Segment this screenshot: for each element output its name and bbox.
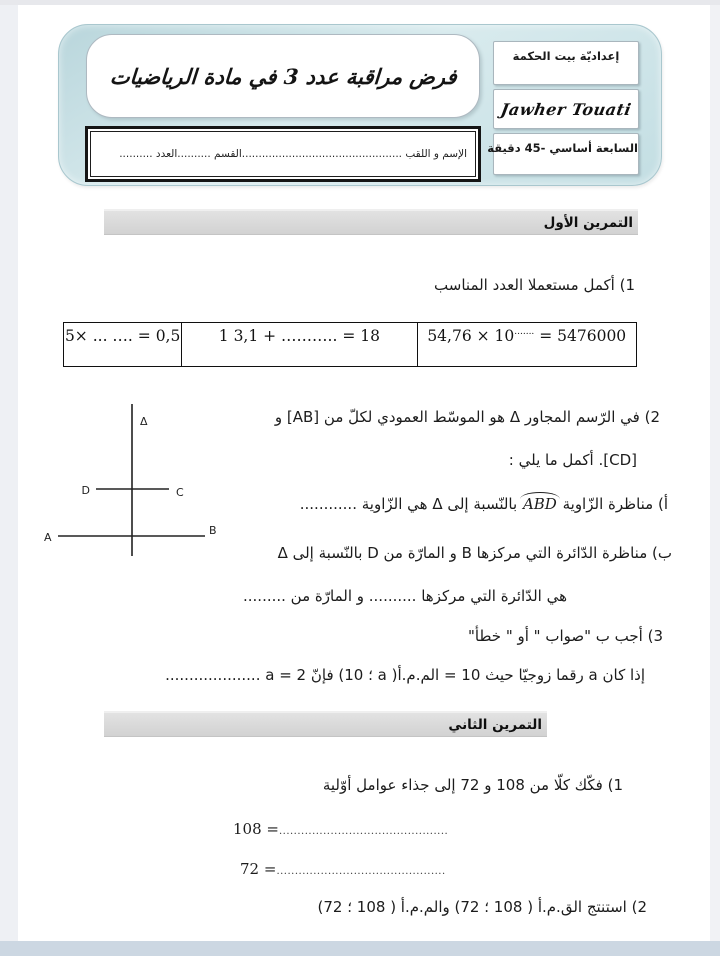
ex1-question1: 1) أكمل مستعملا العدد المناسب (434, 276, 635, 294)
q2a-prefix: أ) مناظرة الزّاوية (557, 495, 668, 513)
ex1-fill-table (63, 322, 637, 367)
grade-duration: السابعة أساسي -45 دقيقة (487, 141, 638, 155)
ex1-question3-statement: إذا كان a رقما زوجيّا حيث 10 = الم.م.أ( a ؛ 10) فإنّ a = 2 .................... (165, 666, 645, 684)
page-right-margin (710, 0, 720, 956)
ex1-question2-line2 (509, 451, 637, 469)
ex1-question2-line2-rest: . أكمل ما يلي : (508, 451, 604, 469)
school-name-box (493, 41, 639, 85)
label-d: D (81, 484, 90, 497)
exam-header (58, 24, 662, 186)
factor-108-blank: .............................................. (278, 826, 449, 837)
factorization-108-line (233, 820, 448, 838)
ex1-question2-line1: 2) في الرّسم المجاور Δ هو الموسّط العمودي لكلّ من [AB] و (274, 408, 660, 426)
table-cell-power-of-ten (418, 323, 637, 366)
factor-72-label: 72 = (240, 860, 277, 878)
ex2-question1: 1) فكّك كلّا من 108 و 72 إلى جذاء عوامل أوّلية (322, 776, 623, 794)
ex1-question3-line1: 3) أجب ب "صواب " أو " خطأ" (468, 627, 663, 645)
teacher-signature: Jawher Touati (499, 99, 633, 119)
exam-title: فرض مراقبة عدد 3 في مادة الرياضيات (108, 63, 458, 89)
factorization-72-line (240, 860, 446, 878)
perpendicular-bisector-figure (40, 398, 240, 570)
ex1-question2b-line2: هي الدّائرة التي مركزها .......... و المارّة من ......... (243, 587, 567, 605)
exercise2-header-bar: التمرين الثاني (104, 711, 547, 737)
label-b: B (209, 524, 217, 537)
factor-72-blank: .............................................. (276, 866, 446, 877)
student-info-line: الإسم و اللقب ................................................القسم ..........العدد .......... (119, 148, 467, 160)
cell1-exponent-blank: ....... (514, 327, 535, 337)
label-delta: Δ (140, 415, 148, 428)
page-left-margin (0, 0, 18, 956)
table-cell-multiplication: 5× ... …. = 0,5 (64, 327, 181, 345)
angle-abd-with-hat: ABD (522, 495, 557, 513)
ex2-question2: 2) استنتج الق.م.أ ( 108 ؛ 72) والم.م.أ ( 108 ؛ 72) (317, 898, 647, 916)
exercise1-header-bar: التمرين الأول (104, 209, 638, 235)
student-info-box (90, 131, 476, 177)
page-top-edge (0, 0, 720, 5)
ex1-question2b-line1: ب) مناظرة الدّائرة التي مركزها B و المارّة من D بالنّسبة إلى Δ (277, 544, 672, 562)
cell1-result: = 5476000 (534, 327, 627, 345)
school-name: إعداديّة بيت الحكمة (512, 49, 620, 63)
page-bottom-band (0, 941, 720, 956)
exam-title-box (86, 34, 480, 118)
factor-108-label: 108 = (233, 820, 279, 838)
teacher-signature-box (493, 89, 639, 129)
segment-cd-bracket: [CD] (603, 451, 637, 469)
grade-duration-box (487, 133, 639, 175)
table-cell-addition: 1 3,1 + ……….. = 18 (181, 323, 417, 366)
cell1-base: 54,76 × 10 (427, 327, 515, 345)
label-c: C (176, 486, 184, 499)
label-a: A (44, 531, 52, 544)
q2a-suffix: بالنّسبة إلى Δ هي الزّاوية ............ (299, 495, 522, 513)
ex1-question2a (300, 495, 668, 513)
